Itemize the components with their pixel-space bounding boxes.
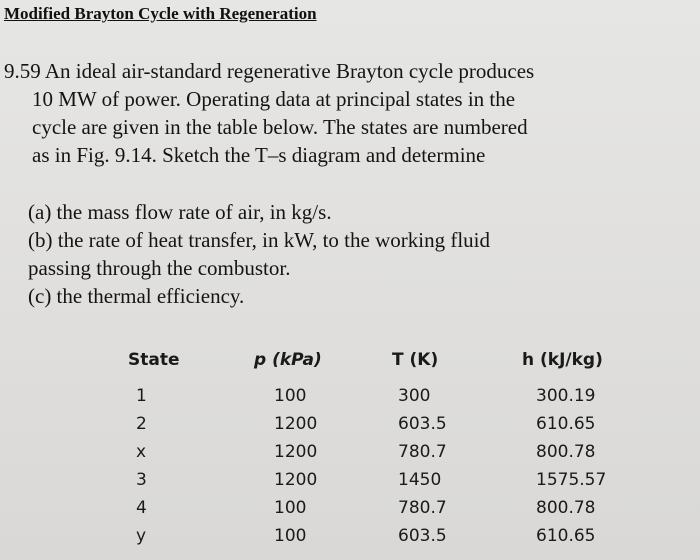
cell-enthalpy: 610.65: [536, 526, 596, 546]
part-c: (c) the thermal efficiency.: [28, 284, 245, 308]
problem-line: 10 MW of power. Operating data at principal states in the: [32, 87, 516, 111]
cell-enthalpy: 800.78: [536, 498, 596, 518]
header-pressure-text: p (kPa): [254, 350, 322, 370]
part-a: (a) the mass flow rate of air, in kg/s.: [28, 200, 332, 224]
problem-line: cycle are given in the table below. The states are numbered: [32, 115, 528, 139]
table-row: [128, 466, 656, 494]
table-row: [128, 494, 656, 522]
part-b: (b) the rate of heat transfer, in kW, to the working fluid: [28, 228, 490, 252]
cell-temperature: 603.5: [398, 414, 447, 434]
page-heading: Modified Brayton Cycle with Regeneration: [4, 4, 317, 23]
cell-temperature: 1450: [398, 470, 442, 490]
header-state: State: [128, 350, 180, 370]
cell-pressure: 100: [274, 498, 307, 518]
table-row: [128, 410, 656, 438]
cell-enthalpy: 1575.57: [536, 470, 607, 490]
cell-state: 4: [136, 498, 147, 518]
cell-enthalpy: 300.19: [536, 386, 596, 406]
cell-temperature: 780.7: [398, 498, 447, 518]
problem-parts: [28, 198, 490, 310]
state-data-table: [128, 350, 656, 550]
part-b-continued: passing through the combustor.: [28, 256, 291, 280]
cell-pressure: 100: [274, 526, 307, 546]
cell-pressure: 100: [274, 386, 307, 406]
table-row: [128, 522, 656, 550]
cell-pressure: 1200: [274, 442, 318, 462]
cell-state: 1: [136, 386, 147, 406]
cell-state: x: [136, 442, 147, 462]
problem-statement: [4, 57, 694, 169]
cell-pressure: 1200: [274, 470, 318, 490]
cell-temperature: 300: [398, 386, 431, 406]
cell-temperature: 603.5: [398, 526, 447, 546]
cell-enthalpy: 800.78: [536, 442, 596, 462]
header-pressure: [254, 350, 392, 382]
table-row: [128, 382, 656, 410]
table-row: [128, 438, 656, 466]
header-temperature: T (K): [392, 350, 439, 370]
cell-pressure: 1200: [274, 414, 318, 434]
problem-line: as in Fig. 9.14. Sketch the T–s diagram and determine: [32, 143, 486, 167]
cell-state: y: [136, 526, 147, 546]
table-header-row: [128, 350, 656, 382]
cell-state: 2: [136, 414, 147, 434]
cell-enthalpy: 610.65: [536, 414, 596, 434]
cell-state: 3: [136, 470, 147, 490]
cell-temperature: 780.7: [398, 442, 447, 462]
header-enthalpy: h (kJ/kg): [522, 350, 603, 370]
problem-line: 9.59 An ideal air-standard regenerative Brayton cycle produces: [4, 59, 535, 83]
